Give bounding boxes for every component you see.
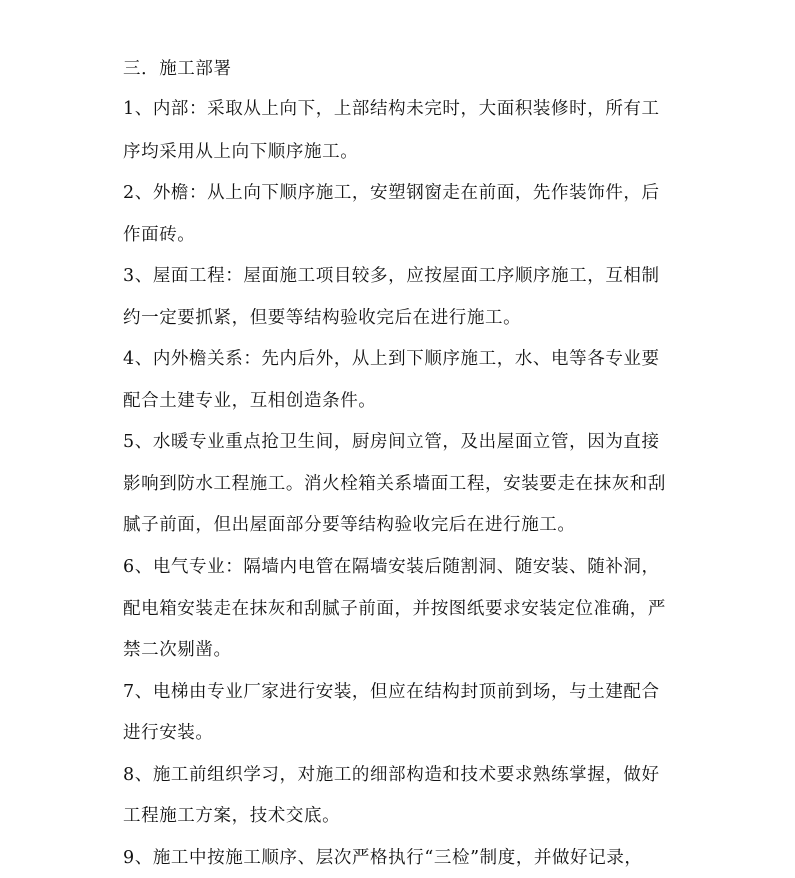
text-line: 配电箱安装走在抹灰和刮腻子前面，并按图纸要求安装定位准确，严 bbox=[123, 599, 666, 619]
text-line: 7、电梯由专业厂家进行安装，但应在结构封顶前到场，与土建配合 bbox=[123, 682, 660, 702]
text-line: 4、内外檐关系：先内后外，从上到下顺序施工，水、电等各专业要 bbox=[123, 349, 660, 369]
text-line: 2、外檐：从上向下顺序施工，安塑钢窗走在前面，先作装饰件，后 bbox=[123, 183, 660, 203]
text-line: 序均采用从上向下顺序施工。 bbox=[123, 142, 359, 162]
text-line: 6、电气专业：隔墙内电管在隔墙安装后随割洞、随安装、随补洞， bbox=[123, 557, 660, 577]
text-line: 腻子前面，但出屋面部分要等结构验收完后在进行施工。 bbox=[123, 515, 576, 535]
text-line: 5、水暖专业重点抢卫生间，厨房间立管，及出屋面立管，因为直接 bbox=[123, 432, 660, 452]
text-line: 工程施工方案，技术交底。 bbox=[123, 806, 341, 826]
text-line: 进行安装。 bbox=[123, 723, 214, 743]
text-line: 8、施工前组织学习，对施工的细部构造和技术要求熟练掌握，做好 bbox=[123, 765, 660, 785]
text-line: 3、屋面工程：屋面施工项目较多，应按屋面工序顺序施工，互相制 bbox=[123, 266, 660, 286]
text-line: 1、内部：采取从上向下，上部结构未完时，大面积装修时，所有工 bbox=[123, 99, 660, 119]
section-heading: 三．施工部署 bbox=[123, 59, 232, 79]
text-line: 作面砖。 bbox=[123, 225, 196, 245]
text-line: 9、施工中按施工顺序、层次严格执行“三检”制度，并做好记录， bbox=[123, 848, 643, 868]
text-line: 约一定要抓紧，但要等结构验收完后在进行施工。 bbox=[123, 308, 522, 328]
text-line: 影响到防水工程施工。消火栓箱关系墙面工程，安装要走在抹灰和刮 bbox=[123, 474, 666, 494]
text-line: 配合土建专业，互相创造条件。 bbox=[123, 391, 377, 411]
text-line: 禁二次剔凿。 bbox=[123, 640, 232, 660]
